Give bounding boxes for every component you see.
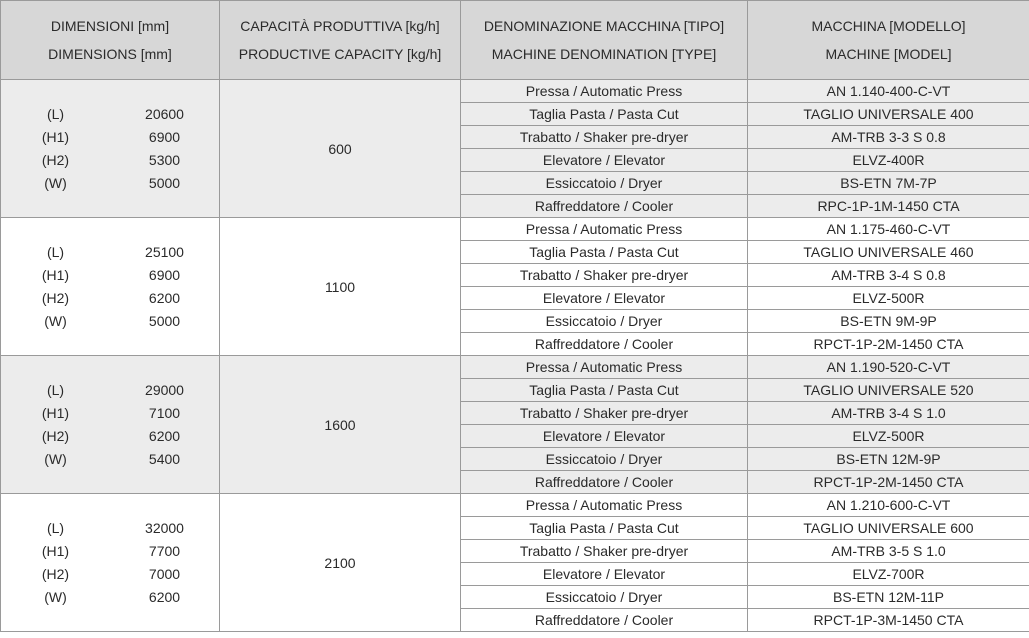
machine-type-cell: Taglia Pasta / Pasta Cut	[461, 379, 748, 402]
machine-model-cell: AN 1.210-600-C-VT	[748, 494, 1029, 517]
machine-model-cell: BS-ETN 12M-9P	[748, 448, 1029, 471]
header-machine-model-it: MACCHINA [MODELLO]	[811, 18, 966, 34]
dimension-value: 25100	[145, 243, 184, 260]
machine-type-cell: Elevatore / Elevator	[461, 563, 748, 586]
machine-type-cell: Pressa / Automatic Press	[461, 80, 748, 103]
dimension-label: (H2)	[41, 427, 70, 444]
machine-type-cell: Trabatto / Shaker pre-dryer	[461, 402, 748, 425]
machine-type-cell: Taglia Pasta / Pasta Cut	[461, 103, 748, 126]
machine-model-cell: RPC-1P-1M-1450 CTA	[748, 195, 1029, 218]
machine-type-cell: Pressa / Automatic Press	[461, 494, 748, 517]
table-row	[1, 356, 1029, 379]
machine-model-cell: ELVZ-700R	[748, 563, 1029, 586]
machine-model-cell: AM-TRB 3-5 S 1.0	[748, 540, 1029, 563]
machine-type-cell: Taglia Pasta / Pasta Cut	[461, 241, 748, 264]
dimension-label: (H1)	[41, 266, 70, 283]
dimension-label: (L)	[46, 105, 65, 122]
machine-model-cell: RPCT-1P-2M-1450 CTA	[748, 471, 1029, 494]
machine-type-cell: Raffreddatore / Cooler	[461, 195, 748, 218]
machine-type-cell: Essiccatoio / Dryer	[461, 310, 748, 333]
table-row	[1, 80, 1029, 103]
dimension-value: 7000	[148, 565, 181, 582]
dimension-value: 6200	[148, 289, 181, 306]
header-machine-model	[748, 1, 1029, 80]
dimension-label: (H1)	[41, 404, 70, 421]
dimensions-list	[1, 103, 219, 195]
dimensions-cell	[1, 80, 220, 218]
machine-model-cell: AN 1.175-460-C-VT	[748, 218, 1029, 241]
header-machine-type-en: MACHINE DENOMINATION [TYPE]	[491, 46, 717, 62]
dimensions-cell	[1, 356, 220, 494]
header-dimensions	[1, 1, 220, 80]
machine-model-cell: BS-ETN 7M-7P	[748, 172, 1029, 195]
dimensions-cell	[1, 494, 220, 632]
header-capacity-it: CAPACITÀ PRODUTTIVA [kg/h]	[240, 18, 440, 34]
dimensions-list	[1, 517, 219, 609]
header-capacity-en: PRODUCTIVE CAPACITY [kg/h]	[238, 46, 442, 62]
machine-type-cell: Trabatto / Shaker pre-dryer	[461, 264, 748, 287]
machine-type-cell: Pressa / Automatic Press	[461, 356, 748, 379]
machine-type-cell: Taglia Pasta / Pasta Cut	[461, 517, 748, 540]
table-row	[1, 218, 1029, 241]
machine-model-cell: AN 1.140-400-C-VT	[748, 80, 1029, 103]
dimension-value: 20600	[145, 105, 184, 122]
dimension-value: 32000	[145, 519, 184, 536]
header-machine-type-it: DENOMINAZIONE MACCHINA [TIPO]	[483, 18, 725, 34]
machine-model-cell: TAGLIO UNIVERSALE 520	[748, 379, 1029, 402]
spec-table-body	[1, 80, 1029, 632]
header-capacity	[220, 1, 461, 80]
machine-type-cell: Essiccatoio / Dryer	[461, 448, 748, 471]
dimensions-list	[1, 241, 219, 333]
machine-type-cell: Elevatore / Elevator	[461, 287, 748, 310]
dimension-value: 6200	[148, 588, 181, 605]
dimension-value: 7700	[148, 542, 181, 559]
header-row	[1, 1, 1029, 80]
dimension-label: (L)	[46, 519, 65, 536]
dimension-label: (H2)	[41, 565, 70, 582]
dimension-value: 7100	[148, 404, 181, 421]
machine-type-cell: Raffreddatore / Cooler	[461, 609, 748, 632]
machine-model-cell: TAGLIO UNIVERSALE 460	[748, 241, 1029, 264]
dimension-value: 5300	[148, 151, 181, 168]
machine-model-cell: TAGLIO UNIVERSALE 400	[748, 103, 1029, 126]
dimension-value: 6200	[148, 427, 181, 444]
dimension-label: (H2)	[41, 289, 70, 306]
machine-model-cell: ELVZ-500R	[748, 425, 1029, 448]
machine-model-cell: AN 1.190-520-C-VT	[748, 356, 1029, 379]
table-row	[1, 494, 1029, 517]
dimensions-list	[1, 379, 219, 471]
machine-type-cell: Essiccatoio / Dryer	[461, 172, 748, 195]
dimension-value: 6900	[148, 128, 181, 145]
capacity-cell: 1600	[220, 356, 461, 494]
machine-model-cell: BS-ETN 12M-11P	[748, 586, 1029, 609]
dimension-label: (H1)	[41, 542, 70, 559]
machine-type-cell: Trabatto / Shaker pre-dryer	[461, 540, 748, 563]
dimension-label: (W)	[44, 588, 67, 605]
dimension-value: 5000	[148, 312, 181, 329]
header-machine-model-en: MACHINE [MODEL]	[825, 46, 952, 62]
capacity-cell: 2100	[220, 494, 461, 632]
header-dimensions-it: DIMENSIONI [mm]	[50, 18, 170, 34]
machine-type-cell: Elevatore / Elevator	[461, 149, 748, 172]
dimension-label: (L)	[46, 381, 65, 398]
dimension-label: (H1)	[41, 128, 70, 145]
dimension-value: 29000	[145, 381, 184, 398]
dimension-label: (H2)	[41, 151, 70, 168]
machine-model-cell: AM-TRB 3-4 S 0.8	[748, 264, 1029, 287]
dimension-label: (L)	[46, 243, 65, 260]
dimension-value: 6900	[148, 266, 181, 283]
capacity-cell: 600	[220, 80, 461, 218]
dimensions-cell	[1, 218, 220, 356]
dimension-label: (W)	[44, 450, 67, 467]
machine-type-cell: Raffreddatore / Cooler	[461, 471, 748, 494]
dimension-value: 5400	[148, 450, 181, 467]
machine-model-cell: AM-TRB 3-3 S 0.8	[748, 126, 1029, 149]
machine-model-cell: ELVZ-500R	[748, 287, 1029, 310]
machine-type-cell: Raffreddatore / Cooler	[461, 333, 748, 356]
machine-model-cell: BS-ETN 9M-9P	[748, 310, 1029, 333]
machine-model-cell: TAGLIO UNIVERSALE 600	[748, 517, 1029, 540]
capacity-cell: 1100	[220, 218, 461, 356]
header-machine-type	[461, 1, 748, 80]
machine-type-cell: Pressa / Automatic Press	[461, 218, 748, 241]
machine-type-cell: Elevatore / Elevator	[461, 425, 748, 448]
machine-model-cell: AM-TRB 3-4 S 1.0	[748, 402, 1029, 425]
machine-model-cell: RPCT-1P-2M-1450 CTA	[748, 333, 1029, 356]
machine-type-cell: Essiccatoio / Dryer	[461, 586, 748, 609]
dimension-value: 5000	[148, 174, 181, 191]
dimension-label: (W)	[44, 312, 67, 329]
machine-model-cell: ELVZ-400R	[748, 149, 1029, 172]
machine-type-cell: Trabatto / Shaker pre-dryer	[461, 126, 748, 149]
machine-model-cell: RPCT-1P-3M-1450 CTA	[748, 609, 1029, 632]
header-dimensions-en: DIMENSIONS [mm]	[48, 46, 172, 62]
dimension-label: (W)	[44, 174, 67, 191]
